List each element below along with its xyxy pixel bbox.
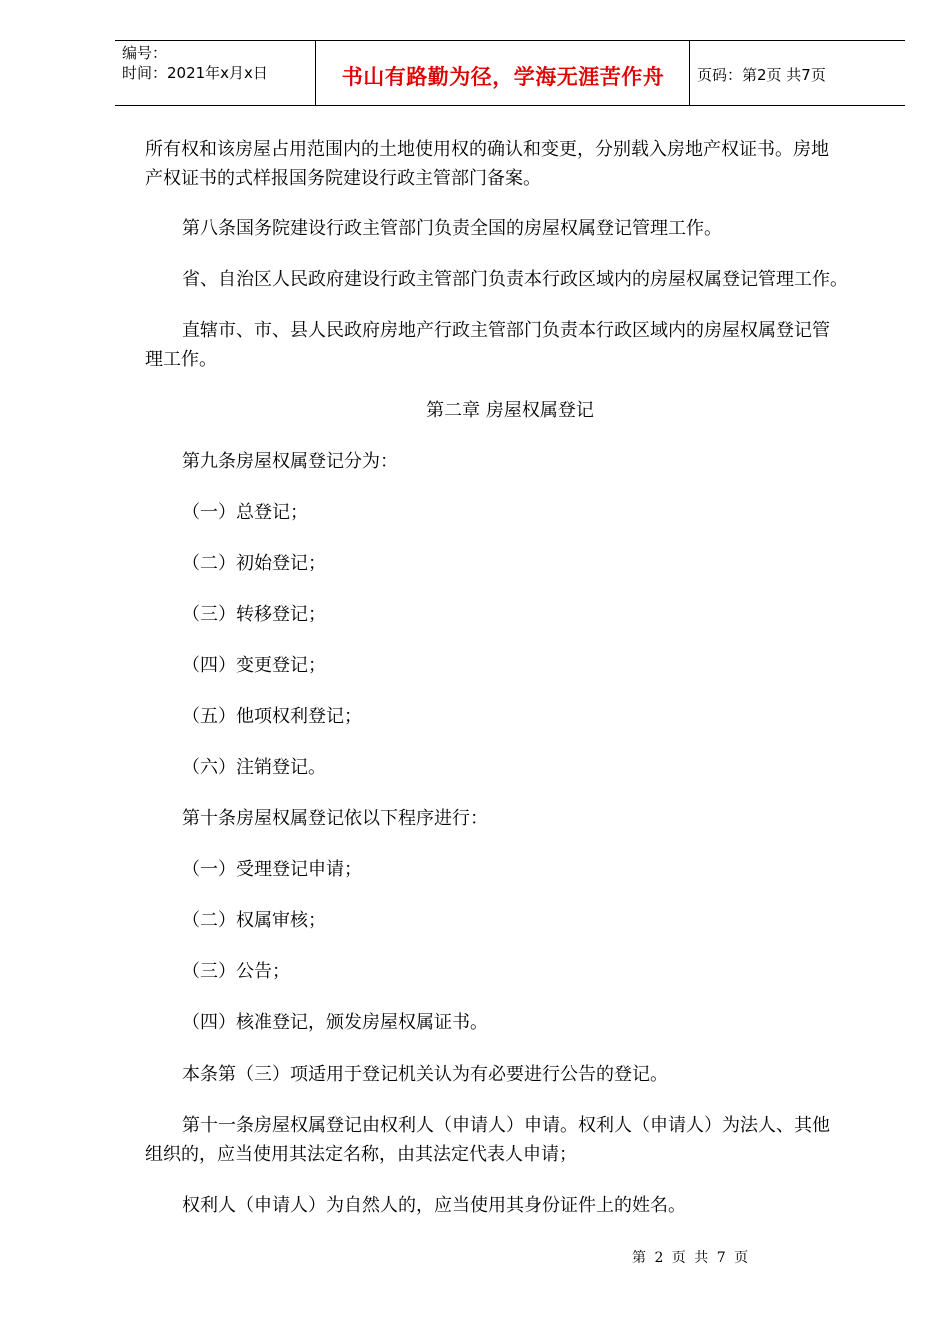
list-item: （六）注销登记。 [182, 757, 326, 778]
list-item: （三）转移登记； [182, 604, 326, 625]
document-number-label: 编号： [122, 44, 168, 62]
paragraph-line: 所有权和该房屋占用范围内的土地使用权的确认和变更，分别载入房地产权证书。房地 [145, 139, 829, 160]
article-9: 第九条房屋权属登记分为： [182, 451, 398, 472]
article-10-note: 本条第（三）项适用于登记机关认为有必要进行公告的登记。 [182, 1064, 668, 1085]
paragraph-line: 直辖市、市、县人民政府房地产行政主管部门负责本行政区域内的房屋权属登记管 [182, 320, 830, 341]
header-page-number: 页码：第2页 共7页 [697, 66, 826, 84]
list-item: （二）权属审核； [182, 910, 326, 931]
paragraph-line: 组织的，应当使用其法定名称，由其法定代表人申请； [145, 1144, 577, 1165]
chapter-heading: 第二章 房屋权属登记 [426, 400, 594, 421]
header-meta [122, 43, 268, 83]
header-motto: 书山有路勤为径，学海无涯苦作舟 [341, 65, 665, 89]
paragraph-line: 产权证书的式样报国务院建设行政主管部门备案。 [145, 168, 541, 189]
list-item: （四）核准登记，颁发房屋权属证书。 [182, 1012, 488, 1033]
article-8: 第八条国务院建设行政主管部门负责全国的房屋权属登记管理工作。 [182, 218, 722, 239]
list-item: （四）变更登记； [182, 655, 326, 676]
list-item: （一）受理登记申请； [182, 859, 362, 880]
page-header [115, 40, 905, 106]
list-item: （一）总登记； [182, 502, 308, 523]
paragraph-provincial: 省、自治区人民政府建设行政主管部门负责本行政区域内的房屋权属登记管理工作。 [182, 269, 848, 290]
list-item: （五）他项权利登记； [182, 706, 362, 727]
page-footer: 第 2 页 共 7 页 [632, 1250, 749, 1266]
paragraph-line: 第十一条房屋权属登记由权利人（申请人）申请。权利人（申请人）为法人、其他 [182, 1115, 830, 1136]
paragraph-line: 理工作。 [145, 349, 217, 370]
header-divider-left [315, 41, 316, 105]
list-item: （二）初始登记； [182, 553, 326, 574]
header-divider-right [689, 41, 690, 105]
article-11-natural-person: 权利人（申请人）为自然人的，应当使用其身份证件上的姓名。 [182, 1195, 686, 1216]
document-time-label: 时间：2021年x月x日 [122, 64, 268, 82]
article-10: 第十条房屋权属登记依以下程序进行： [182, 808, 488, 829]
list-item: （三）公告； [182, 961, 290, 982]
